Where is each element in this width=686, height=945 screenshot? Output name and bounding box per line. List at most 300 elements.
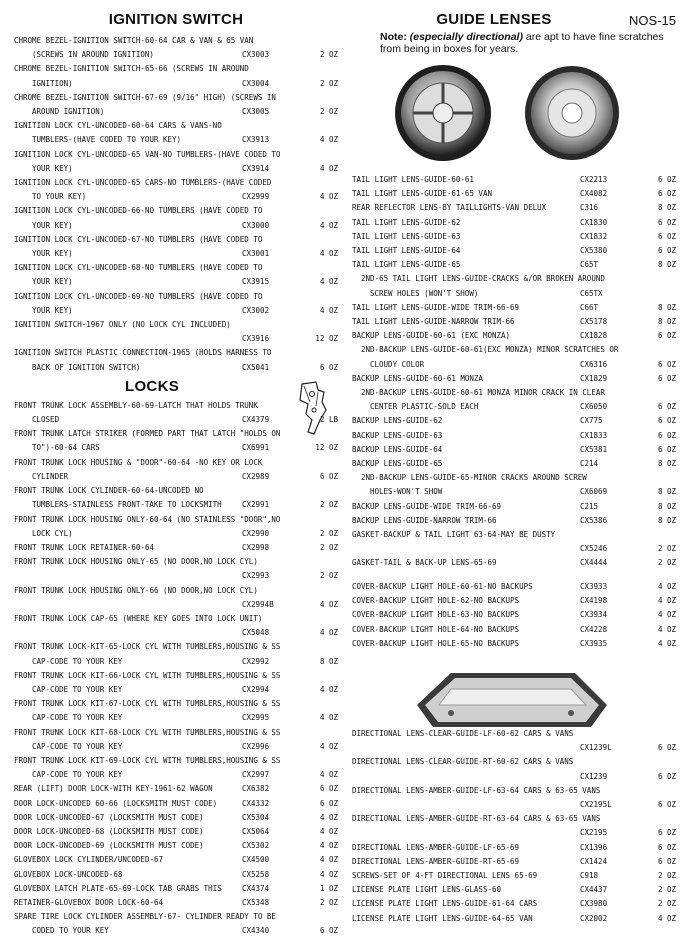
part-number: CX3933 bbox=[580, 582, 608, 591]
part-number: CX2213 bbox=[580, 175, 608, 184]
entry-description: IGNITION LOCK CYL-UNCODED-68-NO TUMBLERS (HAVE CODED TO bbox=[14, 263, 263, 273]
shipping-weight: 6 OZ bbox=[319, 362, 338, 372]
catalog-entry bbox=[14, 290, 338, 318]
entry-description: BACK OF IGNITION SWITCH) bbox=[32, 362, 141, 372]
part-number: C66T bbox=[580, 302, 599, 312]
entry-description: 2ND-65 TAIL LIGHT LENS-GUIDE-CRACKS &/OR BROKEN AROUND bbox=[352, 274, 605, 284]
guide-section-title: GUIDE LENSES bbox=[436, 11, 552, 28]
entry-description: FRONT TRUNK LOCK-KIT-65-LOCK CYL WITH TUMBLERS,HOUSING & SS bbox=[14, 642, 281, 652]
catalog-entry bbox=[14, 584, 338, 612]
entry-description: 2ND-BACKUP LENS-GUIDE-60-61(EXC MONZA) MINOR SCRATCHES OR bbox=[352, 345, 619, 355]
part-number: CX4444 bbox=[580, 558, 608, 568]
entry-description: FRONT TRUNK LOCK KIT-68-LOCK CYL WITH TUMBLERS,HOUSING & SS bbox=[14, 727, 281, 737]
part-number: CX3916 bbox=[242, 334, 270, 344]
part-number: CX2998 bbox=[242, 542, 270, 552]
part-number: CX1829 bbox=[580, 373, 608, 383]
part-number: CX2995 bbox=[242, 713, 270, 723]
shipping-weight: 8 OZ bbox=[319, 656, 338, 666]
part-number: CX3001 bbox=[242, 249, 270, 259]
part-number: CX3914 bbox=[242, 163, 270, 173]
shipping-weight: 8 OZ bbox=[657, 459, 676, 469]
entry-description: IGNITION LOCK CYL-UNCODED-65 CARS-NO TUMBLERS-(HAVE CODED bbox=[14, 178, 272, 188]
entry-description: YOUR KEY) bbox=[32, 305, 73, 315]
shipping-weight: 4 OZ bbox=[657, 624, 676, 634]
catalog-entry bbox=[14, 669, 338, 697]
entry-description: COVER-BACKUP LIGHT HOLE-65-NO BACKUPS bbox=[352, 638, 520, 648]
part-number: CX2991 bbox=[242, 500, 270, 510]
part-number: CX4340 bbox=[242, 926, 270, 936]
part-number: CX2195 bbox=[580, 828, 608, 838]
catalog-entry bbox=[352, 329, 676, 343]
locks-list bbox=[14, 399, 338, 939]
shipping-weight: 2 OZ bbox=[657, 899, 676, 909]
part-number: CX2992 bbox=[242, 656, 270, 666]
guide-lens-list bbox=[352, 173, 676, 571]
shipping-weight: 6 OZ bbox=[319, 784, 338, 794]
part-number: CX4500 bbox=[242, 855, 270, 865]
part-number: CX2195L bbox=[580, 800, 612, 810]
catalog-entry bbox=[14, 811, 338, 825]
entry-description: LICENSE PLATE LIGHT LENS-GUIDE-61-64 CARS bbox=[352, 899, 538, 909]
entry-description: FRONT TRUNK LOCK HOUSING ONLY-60-64 (NO STAINLESS "DOOR",NO bbox=[14, 514, 281, 524]
part-number: C214 bbox=[580, 459, 599, 469]
entry-description: IGNITION) bbox=[32, 78, 73, 88]
part-number: CX775 bbox=[580, 416, 603, 426]
entry-description: DOOR LOCK-UNCODED-69 (LOCKSMITH MUST CODE) bbox=[14, 841, 204, 851]
shipping-weight: 6 OZ bbox=[319, 798, 338, 808]
catalog-entry bbox=[352, 201, 676, 215]
part-number: C316 bbox=[580, 203, 599, 213]
catalog-entry bbox=[352, 443, 676, 457]
part-number: CX2989 bbox=[242, 471, 270, 481]
entry-description bbox=[352, 741, 580, 755]
note-label: Note: bbox=[380, 31, 410, 43]
entry-description: FRONT TRUNK LOCK HOUSING ONLY-65 (NO DOOR,NO LOCK CYL) bbox=[14, 557, 258, 567]
part-number: CX1830 bbox=[580, 217, 608, 227]
catalog-entry bbox=[352, 608, 676, 622]
catalog-entry bbox=[352, 414, 676, 428]
entry-description: YOUR KEY) bbox=[32, 163, 73, 173]
shipping-weight: 4 OZ bbox=[319, 869, 338, 879]
entry-description: DOOR LOCK-UNCODED-68 (LOCKSMITH MUST CODE) bbox=[14, 826, 204, 836]
entry-description: TAIL LIGHT LENS-GUIDE-64 bbox=[352, 246, 461, 256]
shipping-weight: 2 LB bbox=[319, 415, 338, 425]
shipping-weight: 6 OZ bbox=[657, 359, 676, 369]
shipping-weight: 4 OZ bbox=[319, 741, 338, 751]
backup-lens-photo bbox=[524, 63, 620, 163]
shipping-weight: 2 OZ bbox=[319, 542, 338, 552]
catalog-entry bbox=[352, 727, 676, 755]
entry-description: FRONT TRUNK LOCK KIT-66-LOCK CYL WITH TUMBLERS,HOUSING & SS bbox=[14, 670, 281, 680]
entry-description: FRONT TRUNK LOCK KIT-69-LOCK CYL WITH TUMBLERS,HOUSING & SS bbox=[14, 755, 281, 765]
entry-description: FRONT TRUNK LATCH STRIKER (FORMED PART THAT LATCH "HOLDS ON bbox=[14, 429, 281, 439]
entry-description: BACKUP LENS-GUIDE-63 bbox=[352, 430, 443, 440]
entry-description: BACKUP LENS-GUIDE-WIDE TRIM-66-69 bbox=[352, 501, 502, 511]
part-number: CX5258 bbox=[242, 869, 270, 879]
shipping-weight: 4 OZ bbox=[657, 596, 676, 606]
part-number: CX4228 bbox=[580, 624, 608, 634]
guide-note bbox=[380, 31, 676, 55]
left-column bbox=[14, 0, 338, 939]
entry-description bbox=[14, 626, 242, 640]
entry-description bbox=[352, 826, 580, 840]
shipping-weight: 6 OZ bbox=[657, 771, 676, 781]
part-number: CX6316 bbox=[580, 359, 608, 369]
part-number: CX6382 bbox=[242, 784, 270, 794]
catalog-entry bbox=[352, 594, 676, 608]
part-number: CX3913 bbox=[242, 135, 270, 145]
entry-description: BACKUP LENS-GUIDE-65 bbox=[352, 459, 443, 469]
entry-description: REAR REFLECTOR LENS-BY TAILLIGHTS-VAN DELUX bbox=[352, 203, 547, 213]
entry-description: GASKET-BACKUP & TAIL LIGHT 63-64-MAY BE DUSTY bbox=[352, 530, 556, 540]
shipping-weight: 4 OZ bbox=[319, 163, 338, 173]
shipping-weight: 8 OZ bbox=[657, 260, 676, 270]
catalog-entry bbox=[352, 514, 676, 528]
shipping-weight: 2 OZ bbox=[319, 897, 338, 907]
part-number: CX2996 bbox=[242, 741, 270, 751]
shipping-weight: 6 OZ bbox=[657, 231, 676, 241]
shipping-weight: 4 OZ bbox=[657, 582, 676, 591]
entry-description: 2ND-BACKUP LENS-GUIDE-60-61 MONZA MINOR CRACK IN CLEAR bbox=[352, 388, 605, 398]
entry-description: GLOVEBOX LOCK CYLINDER/UNCODED-67 bbox=[14, 855, 164, 865]
entry-description: TAIL LIGHT LENS-GUIDE-NARROW TRIM-66 bbox=[352, 317, 515, 327]
entry-description: COVER-BACKUP LIGHT HOLE-62-NO BACKUPS bbox=[352, 596, 520, 606]
entry-description: DOOR LOCK-UNCODED-67 (LOCKSMITH MUST CODE) bbox=[14, 812, 204, 822]
catalog-entry bbox=[352, 623, 676, 637]
part-number: C65T bbox=[580, 260, 599, 270]
shipping-weight: 4 OZ bbox=[319, 713, 338, 723]
entry-description bbox=[352, 542, 580, 556]
catalog-entry bbox=[14, 797, 338, 811]
entry-description: FRONT TRUNK LOCK HOUSING ONLY-66 (NO DOOR,NO LOCK CYL) bbox=[14, 585, 258, 595]
entry-description: REAR (LIFT) DOOR LOCK-WITH KEY-1961-62 WAGON bbox=[14, 784, 213, 794]
entry-description: TAIL LIGHT LENS-GUIDE-65 bbox=[352, 260, 461, 270]
entry-description: DIRECTIONAL LENS-AMBER-GUIDE-RT-63-64 CARS & 63-65 VANS bbox=[352, 814, 601, 824]
catalog-entry bbox=[14, 910, 338, 938]
entry-description: CAP-CODE TO YOUR KEY bbox=[32, 770, 123, 780]
entry-description: TAIL LIGHT LENS-GUIDE-WIDE TRIM-66-69 bbox=[352, 302, 520, 312]
catalog-entry bbox=[352, 471, 676, 499]
entry-description bbox=[352, 798, 580, 812]
entry-description: CAP-CODE TO YOUR KEY bbox=[32, 656, 123, 666]
catalog-entry bbox=[14, 346, 338, 374]
catalog-entry bbox=[352, 301, 676, 315]
shipping-weight: 2 OZ bbox=[319, 50, 338, 60]
entry-description: FRONT TRUNK LOCK CYLINDER-60-64-UNCODED NO bbox=[14, 486, 204, 496]
shipping-weight: 8 OZ bbox=[657, 515, 676, 525]
catalog-entry bbox=[352, 187, 676, 201]
entry-description: HOLES-WON'T SHOW bbox=[370, 487, 443, 497]
entry-description: SCREWS-SET OF 4-FT DIRECTIONAL LENS 65-69 bbox=[352, 871, 538, 881]
shipping-weight: 2 OZ bbox=[657, 885, 676, 895]
shipping-weight: 6 OZ bbox=[657, 402, 676, 412]
part-number: CX3004 bbox=[242, 78, 270, 88]
catalog-entry bbox=[352, 784, 676, 812]
catalog-entry bbox=[14, 34, 338, 62]
entry-description: IGNITION SWITCH-1967 ONLY (NO LOCK CYL INCLUDED) bbox=[14, 320, 231, 330]
part-number: CX1833 bbox=[580, 430, 608, 440]
shipping-weight: 4 OZ bbox=[319, 841, 338, 851]
entry-description: CAP-CODE TO YOUR KEY bbox=[32, 713, 123, 723]
catalog-entry bbox=[352, 173, 676, 187]
shipping-weight: 2 OZ bbox=[319, 107, 338, 117]
entry-description: IGNITION SWITCH PLASTIC CONNECTION-1965 (HOLDS HARNESS TO bbox=[14, 348, 272, 358]
catalog-entry bbox=[14, 148, 338, 176]
catalog-entry bbox=[352, 457, 676, 471]
shipping-weight: 4 OZ bbox=[319, 305, 338, 315]
part-number: CX2999 bbox=[242, 192, 270, 202]
part-number: CX1828 bbox=[580, 331, 608, 341]
entry-description bbox=[14, 569, 242, 583]
part-number: CX4082 bbox=[580, 189, 608, 199]
entry-description: CLOSED bbox=[32, 415, 60, 425]
entry-description: 2ND-BACKUP LENS-GUIDE-65-MINOR CRACKS AROUND SCREW bbox=[352, 473, 587, 483]
entry-description: TAIL LIGHT LENS-GUIDE-60-61 bbox=[352, 175, 474, 184]
part-number: CX6991 bbox=[242, 443, 270, 453]
entry-description: IGNITION LOCK CYL-UNCODED-66-NO TUMBLERS (HAVE CODED TO bbox=[14, 206, 263, 216]
part-number: CX3980 bbox=[580, 899, 608, 909]
shipping-weight: 6 OZ bbox=[319, 471, 338, 481]
shipping-weight: 2 OZ bbox=[657, 544, 676, 554]
catalog-entry bbox=[14, 261, 338, 289]
ignition-section-title: IGNITION SWITCH bbox=[108, 11, 244, 28]
entry-description: LICENSE PLATE LIGHT LENS-GUIDE-64-65 VAN bbox=[352, 913, 533, 923]
part-number: CX4198 bbox=[580, 596, 608, 606]
catalog-entry bbox=[14, 399, 338, 427]
catalog-entry bbox=[352, 216, 676, 230]
catalog-entry bbox=[14, 62, 338, 90]
catalog-entry bbox=[352, 912, 676, 926]
shipping-weight: 4 OZ bbox=[319, 628, 338, 638]
catalog-entry bbox=[14, 233, 338, 261]
entry-description: CAP-CODE TO YOUR KEY bbox=[32, 741, 123, 751]
entry-description: FRONT TRUNK LOCK CAP-65 (WHERE KEY GOES INTO LOCK UNIT) bbox=[14, 613, 263, 623]
shipping-weight: 8 OZ bbox=[657, 302, 676, 312]
catalog-entry bbox=[14, 541, 338, 555]
right-column bbox=[352, 0, 676, 55]
part-number: CX3934 bbox=[580, 610, 608, 620]
catalog-entry bbox=[14, 612, 338, 640]
entry-description: CLOUDY COLOR bbox=[370, 359, 425, 369]
part-number: C215 bbox=[580, 501, 599, 511]
shipping-weight: 12 OZ bbox=[315, 334, 338, 344]
entry-description: YOUR KEY) bbox=[32, 249, 73, 259]
part-number: CX2990 bbox=[242, 528, 270, 538]
entry-description: BACKUP LENS-GUIDE-NARROW TRIM-66 bbox=[352, 515, 497, 525]
catalog-entry bbox=[352, 637, 676, 651]
entry-description: CODED TO YOUR KEY bbox=[32, 926, 109, 936]
shipping-weight: 6 OZ bbox=[657, 800, 676, 810]
part-number: CX5380 bbox=[580, 246, 608, 256]
shipping-weight: 8 OZ bbox=[657, 317, 676, 327]
entry-description bbox=[14, 332, 242, 346]
shipping-weight: 4 OZ bbox=[319, 220, 338, 230]
entry-description: CENTER PLASTIC-SOLD EACH bbox=[370, 402, 479, 412]
shipping-weight: 4 OZ bbox=[319, 277, 338, 287]
entry-description: TAIL LIGHT LENS-GUIDE-63 bbox=[352, 231, 461, 241]
shipping-weight: 4 OZ bbox=[319, 812, 338, 822]
shipping-weight: 6 OZ bbox=[657, 246, 676, 256]
entry-description: IGNITION LOCK CYL-UNCODED-67-NO TUMBLERS (HAVE CODED TO bbox=[14, 234, 263, 244]
shipping-weight: 4 OZ bbox=[319, 135, 338, 145]
ignition-list bbox=[14, 34, 338, 375]
shipping-weight: 2 OZ bbox=[319, 78, 338, 88]
part-number: CX5381 bbox=[580, 444, 608, 454]
part-number: CX5304 bbox=[242, 812, 270, 822]
entry-description: LICENSE PLATE LIGHT LENS-GLASS-60 bbox=[352, 885, 502, 895]
catalog-entry bbox=[352, 429, 676, 443]
catalog-entry bbox=[14, 484, 338, 512]
entry-description: COVER-BACKUP LIGHT HOLE-63-NO BACKUPS bbox=[352, 610, 520, 620]
shipping-weight: 6 OZ bbox=[319, 926, 338, 936]
shipping-weight: 4 OZ bbox=[657, 913, 676, 923]
part-number: CX5064 bbox=[242, 826, 270, 836]
entry-description: BACKUP LENS-GUIDE-60-61 (EXC MONZA) bbox=[352, 331, 511, 341]
part-number: C65TX bbox=[580, 288, 603, 298]
shipping-weight: 6 OZ bbox=[657, 743, 676, 753]
catalog-entry bbox=[14, 456, 338, 484]
catalog-entry bbox=[352, 812, 676, 840]
directional-lens-list bbox=[352, 727, 676, 926]
catalog-entry bbox=[14, 853, 338, 867]
shipping-weight: 8 OZ bbox=[657, 203, 676, 213]
part-number: CX5348 bbox=[242, 897, 270, 907]
part-number: CX6050 bbox=[580, 402, 608, 412]
entry-description: YOUR KEY) bbox=[32, 220, 73, 230]
shipping-weight: 4 OZ bbox=[657, 638, 676, 648]
entry-description: SCREW HOLES (WON'T SHOW) bbox=[370, 288, 479, 298]
entry-description: BACKUP LENS-GUIDE-64 bbox=[352, 444, 443, 454]
catalog-entry bbox=[352, 755, 676, 783]
entry-description: YOUR KEY) bbox=[32, 277, 73, 287]
entry-description: GLOVEBOX LATCH PLATE-65-69-LOCK TAB GRABS THIS bbox=[14, 883, 222, 893]
part-number: CX3915 bbox=[242, 277, 270, 287]
catalog-entry bbox=[352, 883, 676, 897]
entry-description: CHROME BEZEL-IGNITION SWITCH-67-69 (9/16" HIGH) (SCREWS IN bbox=[14, 92, 276, 102]
entry-description: IGNITION LOCK CYL-UNCODED-65 VAN-NO TUMBLERS-(HAVE CODED TO bbox=[14, 149, 281, 159]
entry-description: TO")-60-64 CARS bbox=[32, 443, 100, 453]
shipping-weight: 12 OZ bbox=[315, 443, 338, 453]
shipping-weight: 2 OZ bbox=[319, 571, 338, 581]
shipping-weight bbox=[636, 287, 676, 301]
part-number: CX5048 bbox=[242, 628, 270, 638]
entry-description: FRONT TRUNK LOCK RETAINER-60-64 bbox=[14, 542, 154, 552]
catalog-entry bbox=[352, 244, 676, 258]
part-number: CX5041 bbox=[242, 362, 270, 372]
part-number: CX2994 bbox=[242, 684, 270, 694]
catalog-entry bbox=[352, 500, 676, 514]
entry-description: FRONT TRUNK LOCK KIT-67-LOCK CYL WITH TUMBLERS,HOUSING & SS bbox=[14, 699, 281, 709]
catalog-entry bbox=[352, 897, 676, 911]
entry-description: CAP-CODE TO YOUR KEY bbox=[32, 684, 123, 694]
part-number: CX2002 bbox=[580, 913, 608, 923]
shipping-weight: 6 OZ bbox=[657, 217, 676, 227]
entry-description: GLOVEBOX LOCK-UNCODED-68 bbox=[14, 869, 123, 879]
catalog-entry bbox=[352, 258, 676, 272]
part-number: C918 bbox=[580, 871, 599, 881]
shipping-weight: 4 OZ bbox=[319, 599, 338, 609]
catalog-entry bbox=[14, 91, 338, 119]
catalog-entry bbox=[14, 318, 338, 346]
page-number: NOS-15 bbox=[629, 13, 676, 28]
entry-description: IGNITION LOCK CYL-UNCODED-69-NO TUMBLERS (HAVE CODED TO bbox=[14, 291, 263, 301]
entry-description: BACKUP LENS-GUIDE-60-61 MONZA bbox=[352, 373, 483, 383]
part-number: CX5302 bbox=[242, 841, 270, 851]
catalog-entry bbox=[352, 386, 676, 414]
part-number: CX3000 bbox=[242, 220, 270, 230]
part-number: CX2993 bbox=[242, 571, 270, 581]
catalog-entry bbox=[352, 855, 676, 869]
part-number: CX5386 bbox=[580, 515, 608, 525]
entry-description: COVER-BACKUP LIGHT HOLE-64-NO BACKUPS bbox=[352, 624, 520, 634]
catalog-entry bbox=[352, 343, 676, 371]
part-number: CX3935 bbox=[580, 638, 608, 648]
catalog-entry bbox=[352, 556, 676, 570]
entry-description: FRONT TRUNK LOCK ASSEMBLY-60-69-LATCH THAT HOLDS TRUNK bbox=[14, 400, 258, 410]
entry-description: DIRECTIONAL LENS-AMBER-GUIDE-LF-63-64 CARS & 63-65 VANS bbox=[352, 785, 601, 795]
part-number: CX6069 bbox=[580, 487, 608, 497]
shipping-weight: 6 OZ bbox=[657, 828, 676, 838]
shipping-weight: 2 OZ bbox=[319, 500, 338, 510]
shipping-weight: 6 OZ bbox=[657, 189, 676, 199]
part-number: CX1832 bbox=[580, 231, 608, 241]
catalog-entry bbox=[14, 896, 338, 910]
catalog-entry bbox=[352, 272, 676, 300]
shipping-weight: 6 OZ bbox=[657, 175, 676, 184]
catalog-entry bbox=[14, 427, 338, 455]
part-number: CX1396 bbox=[580, 842, 608, 852]
catalog-entry bbox=[14, 825, 338, 839]
entry-description: COVER-BACKUP LIGHT HOLE-60-61-NO BACKUPS bbox=[352, 582, 533, 591]
note-emphasis: (especially directional) bbox=[409, 31, 523, 43]
part-number: CX1239L bbox=[580, 743, 612, 753]
catalog-entry bbox=[14, 555, 338, 583]
part-number: CX4374 bbox=[242, 883, 270, 893]
shipping-weight: 6 OZ bbox=[657, 430, 676, 440]
entry-description: SPARE TIRE LOCK CYLINDER ASSEMBLY-67- CYLINDER READY TO BE bbox=[14, 912, 276, 922]
catalog-entry bbox=[14, 176, 338, 204]
entry-description: FRONT TRUNK LOCK HOUSING & "DOOR"-60-64 -NO KEY OR LOCK bbox=[14, 457, 263, 467]
entry-description bbox=[352, 770, 580, 784]
entry-description: TUMBLERS-STAINLESS FRONT-TAKE TO LOCKSMITH bbox=[32, 500, 222, 510]
shipping-weight: 4 OZ bbox=[319, 826, 338, 836]
part-number: CX1424 bbox=[580, 856, 608, 866]
catalog-entry bbox=[14, 204, 338, 232]
catalog-entry bbox=[14, 726, 338, 754]
entry-description: AROUND IGNITION) bbox=[32, 107, 105, 117]
catalog-entry bbox=[14, 882, 338, 896]
part-number: CX5246 bbox=[580, 544, 608, 554]
directional-lens-photo bbox=[411, 665, 611, 735]
backup-cover-list bbox=[352, 580, 676, 651]
catalog-entry bbox=[14, 697, 338, 725]
catalog-entry bbox=[352, 528, 676, 556]
catalog-entry bbox=[14, 754, 338, 782]
entry-description: DOOR LOCK-UNCODED 60-66 (LOCKSMITH MUST CODE) bbox=[14, 798, 218, 808]
locks-section-title: LOCKS bbox=[125, 377, 179, 395]
catalog-entry bbox=[14, 868, 338, 882]
catalog-entry bbox=[14, 119, 338, 147]
shipping-weight: 4 OZ bbox=[319, 684, 338, 694]
catalog-entry bbox=[352, 869, 676, 883]
shipping-weight: 4 OZ bbox=[319, 249, 338, 259]
part-number: CX3002 bbox=[242, 305, 270, 315]
entry-description: LOCK CYL) bbox=[32, 528, 73, 538]
shipping-weight: 2 OZ bbox=[657, 871, 676, 881]
shipping-weight: 4 OZ bbox=[319, 192, 338, 202]
trunk-latch-illustration bbox=[296, 380, 332, 436]
entry-description: DIRECTIONAL LENS-AMBER-GUIDE-LF-65-69 bbox=[352, 842, 520, 852]
